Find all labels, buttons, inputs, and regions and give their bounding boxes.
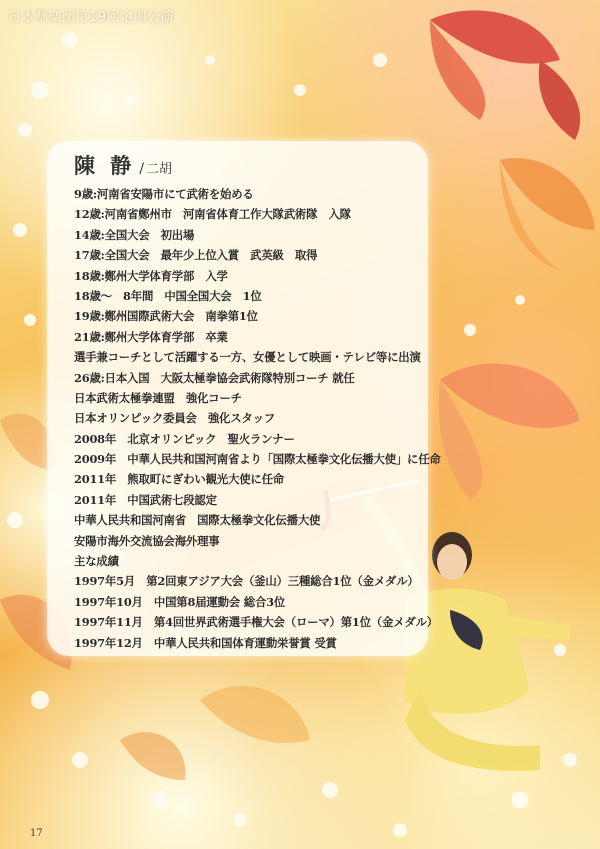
bio-line: 選手兼コーチとして活躍する一方、女優として映画・テレビ等に出演 [74, 350, 421, 365]
bio-line: 2011年 熊取町にぎわい観光大使に任命 [74, 472, 284, 487]
performer-name: 陳 静 [74, 153, 136, 178]
achievement-line: 1997年11月 第4回世界武術選手権大会（ローマ）第1位（金メダル） [74, 615, 438, 630]
bio-line: 17歳:全国大会 最年少上位入賞 武英級 取得 [74, 248, 318, 263]
section-heading: 主な成績 [74, 554, 119, 569]
bio-line: 18歳〜 8年間 中国全国大会 1位 [74, 288, 262, 303]
pink-butterfly-icon [439, 364, 580, 500]
bio-line: 中華人民共和国河南省 国際太極拳文化伝播大使 [74, 513, 321, 528]
concert-title: 日本華楽団第19回定期公演 [8, 10, 175, 25]
profile-heading [74, 150, 172, 180]
achievement-line: 1997年12月 中華人民共和国体育運動栄誉賞 受賞 [74, 635, 337, 650]
bio-line: 14歳:全国大会 初出場 [74, 227, 195, 242]
page-number: 17 [30, 828, 43, 839]
bio-line: 安陽市海外交流協会海外理事 [74, 533, 220, 548]
bio-line: 9歳:河南省安陽市にて武術を始める [74, 187, 254, 201]
bio-line: 21歳:鄭州大学体育学部 卒業 [74, 329, 228, 344]
orange-butterfly-icon [500, 158, 595, 270]
bio-line: 18歳:鄭州大学体育学部 入学 [74, 268, 228, 283]
bio-line: 2008年 北京オリンピック 聖火ランナー [74, 431, 295, 446]
bio-line: 日本オリンピック委員会 強化スタッフ [74, 411, 275, 426]
red-butterfly-icon [430, 10, 580, 140]
biography-list [74, 184, 444, 653]
bio-line: 12歳:河南省鄭州市 河南省体育工作大隊武術隊 入隊 [74, 207, 351, 222]
bio-line: 19歳:鄭州国際武術大会 南拳第1位 [74, 309, 258, 324]
bio-line: 2009年 中華人民共和国河南省より「国際太極拳文化伝播大使」に任命 [74, 452, 441, 467]
bottom-butterfly-icon [120, 686, 310, 780]
achievement-line: 1997年5月 第2回東アジア大会（釜山）三種総合1位（金メダル） [74, 574, 419, 589]
bio-line: 2011年 中国武術七段認定 [74, 492, 217, 507]
name-separator: / [139, 161, 145, 177]
instrument-label: 二胡 [146, 162, 173, 177]
bio-line: 日本武術太極拳連盟 強化コーチ [74, 390, 242, 405]
achievement-line: 1997年10月 中国第8届運動会 総合3位 [74, 594, 286, 609]
bio-line: 26歳:日本入国 大阪太極拳協会武術隊特別コーチ 就任 [74, 370, 355, 385]
